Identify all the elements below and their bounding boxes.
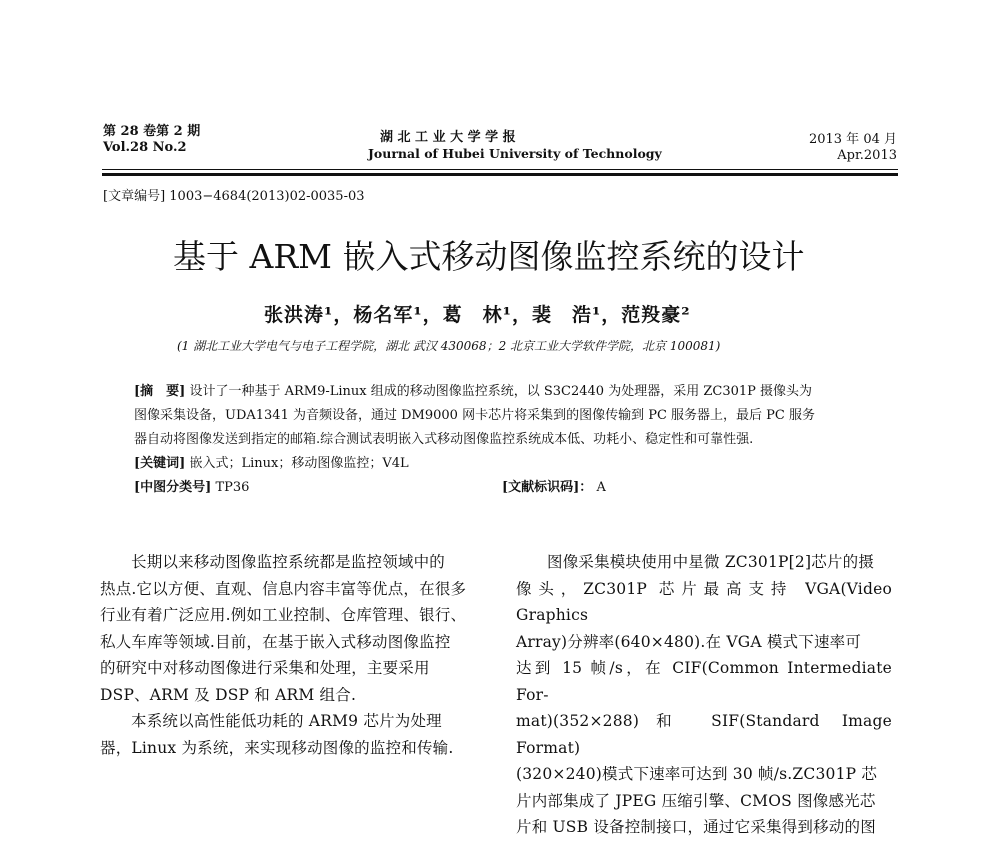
body-line: 的研究中对移动图像进行采集和处理，主要采用 xyxy=(100,659,430,677)
document-code xyxy=(502,476,606,500)
body-line: 片和 USB 设备控制接口，通过它采集得到移动的图 xyxy=(516,818,876,836)
classification-label: [中图分类号] xyxy=(134,480,212,495)
body-line: mat)(352×288)和 SIF(Standard Image Format) xyxy=(516,712,892,757)
header-rule-thick xyxy=(102,173,898,176)
abstract-line: 设计了一种基于 ARM9-Linux 组成的移动图像监控系统，以 S3C2440 为处理器，采用 ZC301P 摄像头为 xyxy=(189,384,813,399)
paper-title: 基于 ARM 嵌入式移动图像监控系统的设计 xyxy=(173,237,805,276)
body-line: 图像采集模块使用中星微 ZC301P[2]芯片的摄 xyxy=(547,553,875,571)
author-affiliation: (1 湖北工业大学电气与电子工程学院，湖北 武汉 430068；2 北京工业大学软件学院，北京 100081) xyxy=(177,339,721,353)
body-line: Array)分辨率(640×480).在 VGA 模式下速率可 xyxy=(516,632,862,651)
header-rule-thin xyxy=(102,169,898,170)
document-code-label: [文献标识码]： xyxy=(502,480,593,495)
abstract-line: 图像采集设备，UDA1341 为音频设备，通过 DM9000 网卡芯片将采集到的图像传输到 PC 服务器上，最后 PC 服务 xyxy=(134,408,815,423)
body-line: (320×240)模式下速率可达到 30 帧/s.ZC301P 芯 xyxy=(516,765,878,783)
journal-name-cn: 湖 北 工 业 大 学 学 报 xyxy=(380,130,516,145)
abstract-line: 器自动将图像发送到指定的邮箱.综合测试表明嵌入式移动图像监控系统成本低、功耗小、稳定性和可靠性强. xyxy=(134,432,754,447)
body-line: 器，Linux 为系统，来实现移动图像的监控和传输. xyxy=(100,738,454,757)
keywords-label: [关键词] xyxy=(134,456,186,471)
classification-code: TP36 xyxy=(215,480,250,495)
document-code-value: A xyxy=(596,480,606,495)
body-line: 达到 15 帧/s，在 CIF(Common Intermediate For- xyxy=(516,659,892,704)
abstract-block xyxy=(134,380,894,500)
issue-date-en: Apr.2013 xyxy=(837,148,897,163)
keywords-text: 嵌入式；Linux；移动图像监控；V4L xyxy=(189,456,409,471)
body-column-right xyxy=(516,549,892,841)
author-list: 张洪涛¹，杨名军¹，葛 林¹，裴 浩¹，范羖豪² xyxy=(264,304,691,326)
issue-date-cn: 2013 年 04 月 xyxy=(808,132,897,147)
body-line: 本系统以高性能低功耗的 ARM9 芯片为处理 xyxy=(131,712,442,730)
abstract-label: [摘 要] xyxy=(134,384,186,399)
body-line: DSP、ARM 及 DSP 和 ARM 组合. xyxy=(100,685,357,704)
volume-issue-cn: 第 28 卷第 2 期 xyxy=(103,124,201,139)
article-number: [文章编号] 1003−4684(2013)02-0035-03 xyxy=(103,189,365,204)
body-line: 片内部集成了 JPEG 压缩引擎、CMOS 图像感光芯 xyxy=(516,791,876,810)
body-line: 热点.它以方便、直观、信息内容丰富等优点，在很多 xyxy=(100,579,467,598)
body-line: 私人车库等领域.目前，在基于嵌入式移动图像监控 xyxy=(100,632,451,651)
volume-issue-en: Vol.28 No.2 xyxy=(103,140,187,155)
body-line: 长期以来移动图像监控系统都是监控领域中的 xyxy=(131,553,446,571)
body-column-left xyxy=(100,549,476,761)
body-line: 像头，ZC301P 芯片最高支持 VGA(Video Graphics xyxy=(516,579,892,624)
body-line: 行业有着广泛应用.例如工业控制、仓库管理、银行、 xyxy=(100,606,467,624)
journal-name-en: Journal of Hubei University of Technology xyxy=(368,146,662,161)
